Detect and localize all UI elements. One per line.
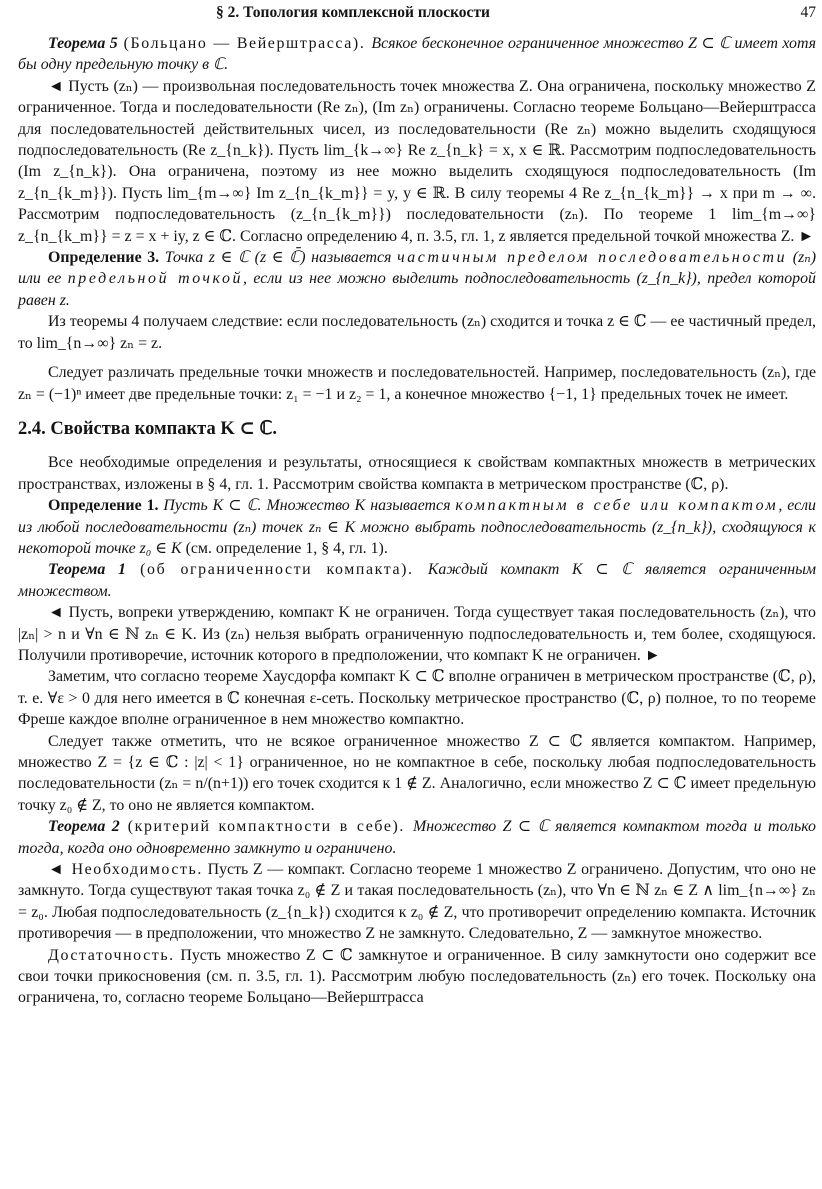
book-page [18, 0, 816, 1189]
theorem-statement: Каждый компакт K ⊂ ℂ является ограниченным множеством. [18, 561, 816, 600]
definition-label: Определение 3. [48, 249, 160, 267]
necessity-text: Пусть Z — компакт. Согласно теореме 1 множество Z ограничено. Допустим, что оно не замкнуто. Тогда существуют такая точка z₀ ∉ Z и такая последовательность (zₙ), что ∀n ∈ ℕ zₙ ∈ Z ∧ lim_{n→∞} zₙ = z₀. Любая подпоследовательность (z_{n_k}) сходится к z₀ ∉ Z, что противоречит определению компакта. Источник противоречия — в предположении, что множество Z не замкнуто. Следовательно, Z — замкнутое множество. [18, 861, 816, 943]
definition-text: (zₙ) или ее [18, 249, 816, 288]
intro-paragraph: Все необходимые определения и результаты, относящиеся к свойствам компактных множеств в метрических пространствах, изложены в § 4, гл. 1. Рассмотрим свойства компакта в метрическом пространстве (ℂ, ρ). [18, 454, 816, 493]
definition-reference: (см. определение 1, § 4, гл. 1). [181, 539, 388, 557]
theorem-name: (об ограниченности компакта). [125, 561, 428, 579]
defined-term: предельной точкой [67, 270, 244, 288]
section-title: § 2. Топология комплексной плоскости [216, 4, 490, 21]
proof-necessity [18, 859, 816, 945]
definition-text: , если из любой последовательности (zₙ) точек zₙ ∈ K можно выбрать подпоследовательность (z_{n_k}), сходящуюся к некоторой точке z₀ ∈ K [18, 497, 816, 557]
theorem-name: (критерий компактности в себе). [119, 818, 413, 836]
proof-theorem-1: ◄ Пусть, вопреки утверждению, компакт K не ограничен. Тогда существует такая последовательность (zₙ), что |zₙ| > n и ∀n ∈ ℕ zₙ ∈ K. Из (zₙ) нельзя выбрать ограниченную подпоследовательность и, тем более, сходящуюся. Получили противоречие, источник которого в предположении, что компакт K не ограничен. ► [18, 604, 816, 664]
counterexample-paragraph: Следует также отметить, что не всякое ограниченное множество Z ⊂ ℂ является компактом. Например, множество Z = {z ∈ ℂ : |z| < 1} ограниченное, но не компактное в себе, поскольку любая подпоследовательность последовательности (zₙ = n/(n+1)) его точек сходится к 1 ∉ Z. Аналогично, если множество Z ⊂ ℂ имеет предельную точку z₀ ∉ Z, то оно не является компактом. [18, 732, 816, 814]
theorem-1 [18, 559, 816, 602]
theorem-label: Теорема 2 [48, 818, 120, 836]
proof-theorem-5: ◄ Пусть (zₙ) — произвольная последовательность точек множества Z. Она ограничена, поскольку множество Z ограниченное. Тогда и последовательности (Re zₙ), (Im zₙ) ограничены. Согласно теореме Больцано—Вейерштрасса для последовательностей действительных чисел, из последовательности (Re zₙ) можно выделить сходящуюся подпоследовательность (Re z_{n_k}). Пусть lim_{k→∞} Re z_{n_k} = x, x ∈ ℝ. Рассмотрим подпоследовательность (Im z_{n_k}). Она ограничена, поэтому из нее можно выделить сходящуюся подпоследовательность (Im z_{n_{k_m}}). Пусть lim_{m→∞} Im z_{n_{k_m}} = y, y ∈ ℝ. В силу теоремы 4 Re z_{n_{k_m}} → x при m → ∞. Рассмотрим подпоследовательность (z_{n_{k_m}}) последовательности (zₙ). По теореме 1 lim_{m→∞} z_{n_{k_m}} = z = x + iy, z ∈ ℂ. Согласно определению 4, п. 3.5, гл. 1, z является предельной точкой множества Z. ► [18, 77, 816, 245]
example-paragraph: Следует различать предельные точки множеств и последовательностей. Например, последовательность (zₙ), где zₙ = (−1)ⁿ имеет две предельные точки: z₁ = −1 и z₂ = 1, а конечное множество {−1, 1} предельных точек не имеет. [18, 364, 816, 403]
running-header [18, 4, 816, 28]
sufficiency-text: Пусть множество Z ⊂ ℂ замкнутое и ограниченное. В силу замкнутости оно содержит все свои точки прикосновения (см. п. 3.5, гл. 1). Рассмотрим любую последовательность (zₙ) его точек. Поскольку она ограничена, то, согласно теореме Больцано—Вейерштрасса [18, 946, 816, 1007]
necessity-label: ◄ Необходимость. [48, 861, 203, 879]
theorem-name: (Больцано — Вейерштрасса). [117, 35, 372, 52]
definition-3 [18, 247, 816, 311]
corollary-paragraph: Из теоремы 4 получаем следствие: если последовательность (zₙ) сходится и точка z ∈ ℂ — ее частичный предел, то lim_{n→∞} zₙ = z. [18, 313, 816, 352]
theorem-label: Теорема 1 [48, 561, 126, 579]
hausdorff-remark: Заметим, что согласно теореме Хаусдорфа компакт K ⊂ ℂ вполне ограничен в метрическом пространстве (ℂ, ρ), т. е. ∀ε > 0 для него имеется в ℂ конечная ε-сеть. Поскольку метрическое пространство (ℂ, ρ) полное, то по теореме Фреше каждое вполне ограниченное в нем множество компактно. [18, 668, 816, 729]
theorem-5 [18, 33, 816, 76]
sufficiency-label: Достаточность. [48, 946, 175, 964]
defined-term: частичным пределом последовательности [397, 249, 788, 267]
definition-text: , если из нее можно выделить подпоследовательность (z_{n_k}), предел которой равен z. [18, 270, 817, 309]
definition-label: Определение 1. [48, 497, 159, 515]
defined-term: компактным в себе или компактом [455, 497, 779, 515]
proof-sufficiency [18, 945, 816, 1009]
subsection-heading: 2.4. Свойства компакта K ⊂ ℂ. [18, 418, 278, 439]
theorem-statement: Множество Z ⊂ ℂ является компактом тогда и только тогда, когда оно одновременно замкнуто и ограничено. [18, 818, 816, 857]
page-number: 47 [800, 4, 816, 21]
theorem-statement: Всякое бесконечное ограниченное множество Z ⊂ ℂ имеет хотя бы одну предельную точку в ℂ. [18, 35, 816, 74]
definition-1 [18, 495, 816, 559]
theorem-label: Теорема 5 [48, 35, 118, 52]
definition-text: Пусть K ⊂ ℂ. Множество K называется [158, 497, 456, 515]
definition-text: Точка z ∈ ℂ (z ∈ ℂ̄) называется [159, 249, 398, 267]
page-body [18, 33, 816, 1009]
theorem-2 [18, 816, 816, 859]
